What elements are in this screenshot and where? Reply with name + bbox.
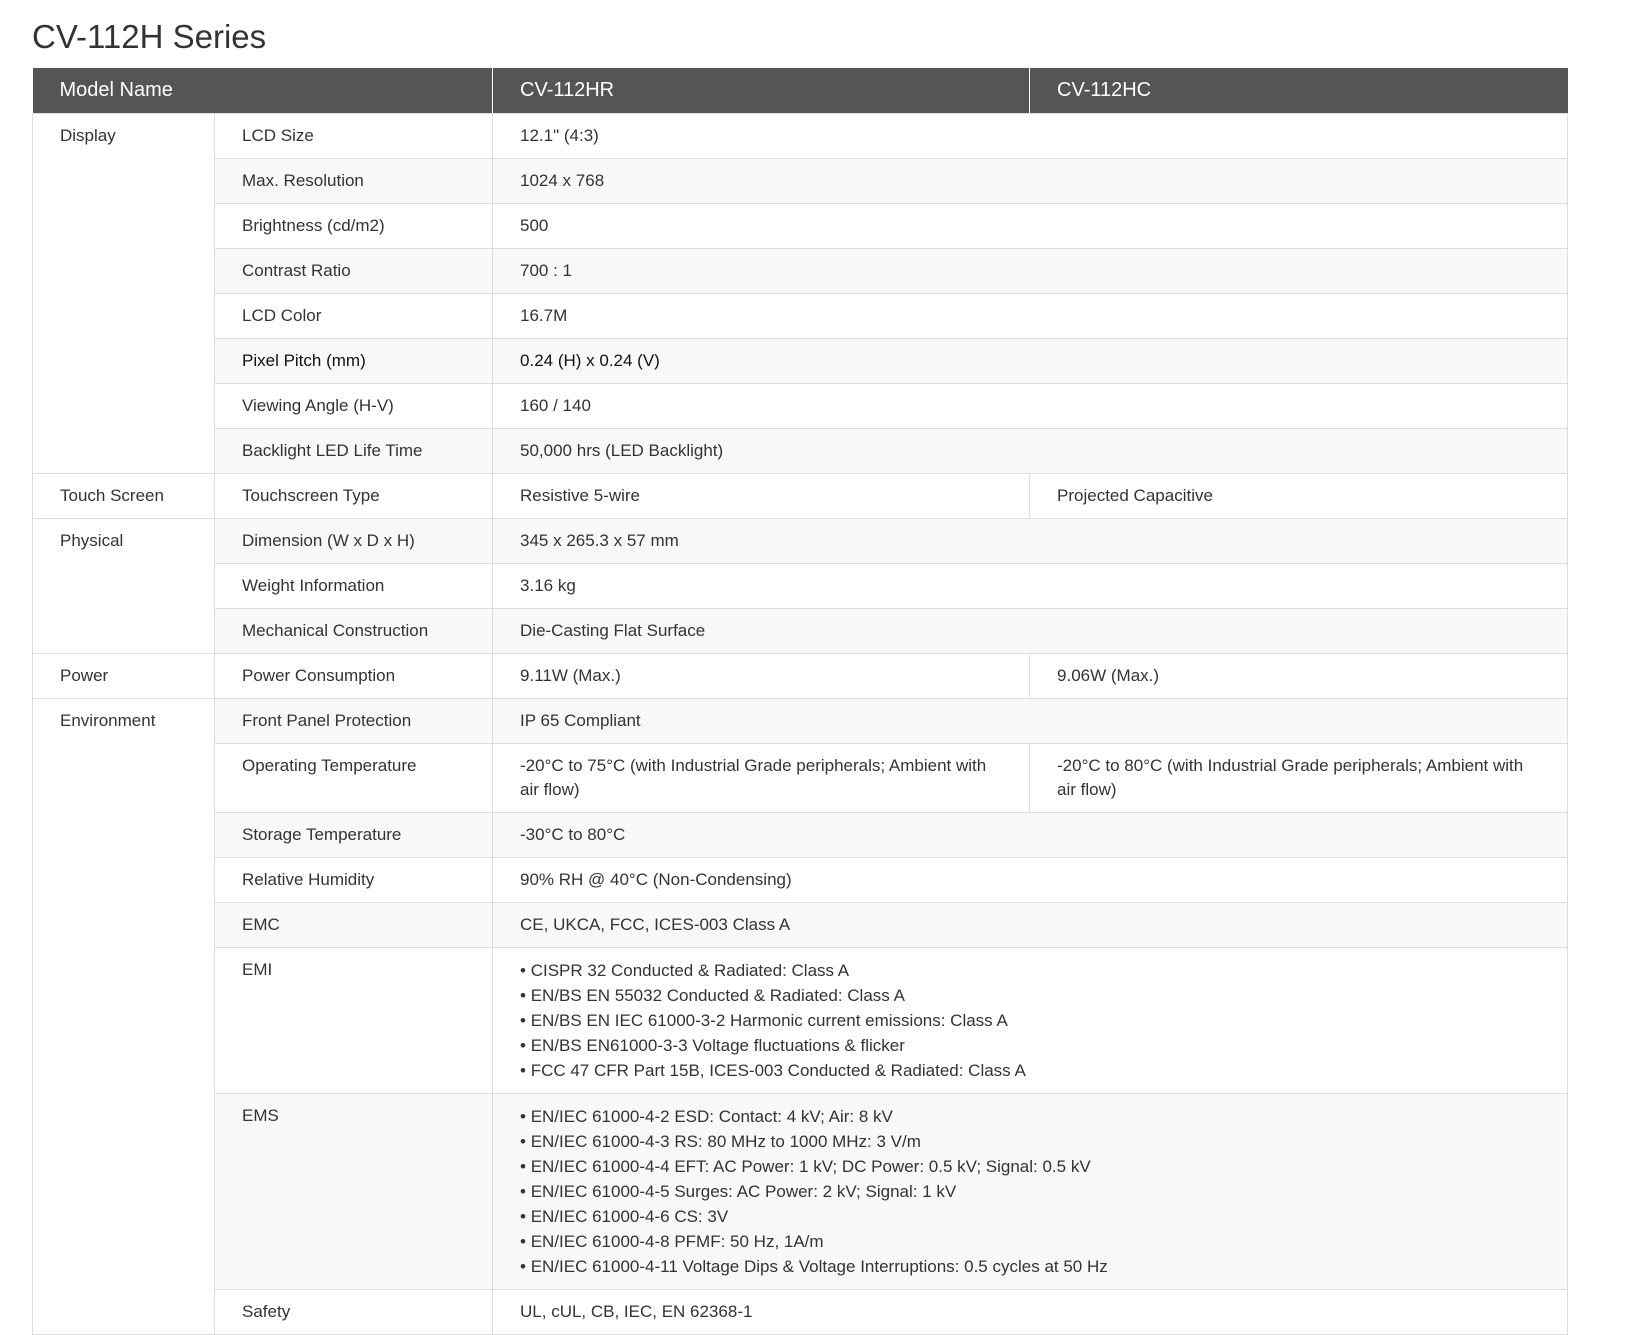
group-touch-screen: Touch Screen xyxy=(33,474,215,519)
spec-value: CE, UKCA, FCC, ICES-003 Class A xyxy=(493,903,1568,948)
header-model-b: CV-112HC xyxy=(1030,68,1568,114)
spec-table xyxy=(32,68,1568,1335)
spec-label: Relative Humidity xyxy=(215,858,493,903)
spec-value: 16.7M xyxy=(493,294,1568,339)
table-row xyxy=(33,384,1568,429)
table-row xyxy=(33,564,1568,609)
spec-label: Mechanical Construction xyxy=(215,609,493,654)
page-title: CV-112H Series xyxy=(32,18,267,55)
spec-label: EMC xyxy=(215,903,493,948)
group-power: Power xyxy=(33,654,215,699)
table-row xyxy=(33,948,1568,1094)
table-row xyxy=(33,654,1568,699)
group-environment: Environment xyxy=(33,699,215,1335)
list-item: • EN/BS EN IEC 61000-3-2 Harmonic current emissions: Class A xyxy=(520,1011,1008,1030)
spec-label: LCD Color xyxy=(215,294,493,339)
list-item: • EN/IEC 61000-4-6 CS: 3V xyxy=(520,1207,729,1226)
spec-value: 0.24 (H) x 0.24 (V) xyxy=(493,339,1568,384)
list-item: • FCC 47 CFR Part 15B, ICES-003 Conducted & Radiated: Class A xyxy=(520,1061,1026,1080)
table-row xyxy=(33,858,1568,903)
spec-label: Dimension (W x D x H) xyxy=(215,519,493,564)
table-header-row xyxy=(33,68,1568,114)
spec-value: 90% RH @ 40°C (Non-Condensing) xyxy=(493,858,1568,903)
spec-label: Safety xyxy=(215,1290,493,1335)
spec-label: LCD Size xyxy=(215,114,493,159)
spec-value: 3.16 kg xyxy=(493,564,1568,609)
emi-list xyxy=(520,958,1541,1083)
table-row xyxy=(33,474,1568,519)
spec-value-a: 9.11W (Max.) xyxy=(493,654,1030,699)
table-row xyxy=(33,903,1568,948)
table-row xyxy=(33,429,1568,474)
spec-label: Storage Temperature xyxy=(215,813,493,858)
spec-value xyxy=(493,948,1568,1094)
spec-label: EMI xyxy=(215,948,493,1094)
table-row xyxy=(33,204,1568,249)
table-row xyxy=(33,159,1568,204)
spec-label: Power Consumption xyxy=(215,654,493,699)
spec-value-a: Resistive 5-wire xyxy=(493,474,1030,519)
spec-label: Weight Information xyxy=(215,564,493,609)
table-row xyxy=(33,1094,1568,1290)
spec-value: 12.1" (4:3) xyxy=(493,114,1568,159)
table-row xyxy=(33,339,1568,384)
spec-label: Operating Temperature xyxy=(215,744,493,813)
spec-value xyxy=(493,1094,1568,1290)
list-item: • EN/IEC 61000-4-2 ESD: Contact: 4 kV; Air: 8 kV xyxy=(520,1107,893,1126)
header-model-a: CV-112HR xyxy=(493,68,1030,114)
spec-label: Backlight LED Life Time xyxy=(215,429,493,474)
table-row xyxy=(33,699,1568,744)
spec-value: IP 65 Compliant xyxy=(493,699,1568,744)
spec-value-b: -20°C to 80°C (with Industrial Grade peripherals; Ambient with air flow) xyxy=(1030,744,1568,813)
table-row xyxy=(33,114,1568,159)
spec-value: 345 x 265.3 x 57 mm xyxy=(493,519,1568,564)
list-item: • EN/BS EN61000-3-3 Voltage fluctuations & flicker xyxy=(520,1036,905,1055)
list-item: • EN/IEC 61000-4-8 PFMF: 50 Hz, 1A/m xyxy=(520,1232,824,1251)
spec-label: Pixel Pitch (mm) xyxy=(215,339,493,384)
header-model-name: Model Name xyxy=(33,68,493,114)
table-row xyxy=(33,519,1568,564)
table-row xyxy=(33,294,1568,339)
spec-label: Front Panel Protection xyxy=(215,699,493,744)
spec-value: 700 : 1 xyxy=(493,249,1568,294)
list-item: • EN/IEC 61000-4-4 EFT: AC Power: 1 kV; DC Power: 0.5 kV; Signal: 0.5 kV xyxy=(520,1157,1091,1176)
spec-value: Die-Casting Flat Surface xyxy=(493,609,1568,654)
spec-label: Contrast Ratio xyxy=(215,249,493,294)
spec-value: 500 xyxy=(493,204,1568,249)
list-item: • CISPR 32 Conducted & Radiated: Class A xyxy=(520,961,850,980)
spec-label: Brightness (cd/m2) xyxy=(215,204,493,249)
spec-value: 160 / 140 xyxy=(493,384,1568,429)
group-physical: Physical xyxy=(33,519,215,654)
group-display: Display xyxy=(33,114,215,474)
spec-label: Viewing Angle (H-V) xyxy=(215,384,493,429)
list-item: • EN/IEC 61000-4-5 Surges: AC Power: 2 kV; Signal: 1 kV xyxy=(520,1182,957,1201)
ems-list xyxy=(520,1104,1541,1279)
table-row xyxy=(33,813,1568,858)
spec-value: UL, cUL, CB, IEC, EN 62368-1 xyxy=(493,1290,1568,1335)
table-row xyxy=(33,609,1568,654)
table-row xyxy=(33,1290,1568,1335)
spec-value: -30°C to 80°C xyxy=(493,813,1568,858)
spec-label: Touchscreen Type xyxy=(215,474,493,519)
spec-label: EMS xyxy=(215,1094,493,1290)
spec-value-a: -20°C to 75°C (with Industrial Grade peripherals; Ambient with air flow) xyxy=(493,744,1030,813)
spec-value: 50,000 hrs (LED Backlight) xyxy=(493,429,1568,474)
spec-value-b: Projected Capacitive xyxy=(1030,474,1568,519)
spec-value-b: 9.06W (Max.) xyxy=(1030,654,1568,699)
list-item: • EN/BS EN 55032 Conducted & Radiated: Class A xyxy=(520,986,905,1005)
table-row xyxy=(33,249,1568,294)
list-item: • EN/IEC 61000-4-11 Voltage Dips & Voltage Interruptions: 0.5 cycles at 50 Hz xyxy=(520,1257,1108,1276)
list-item: • EN/IEC 61000-4-3 RS: 80 MHz to 1000 MHz: 3 V/m xyxy=(520,1132,921,1151)
table-row xyxy=(33,744,1568,813)
spec-label: Max. Resolution xyxy=(215,159,493,204)
spec-value: 1024 x 768 xyxy=(493,159,1568,204)
